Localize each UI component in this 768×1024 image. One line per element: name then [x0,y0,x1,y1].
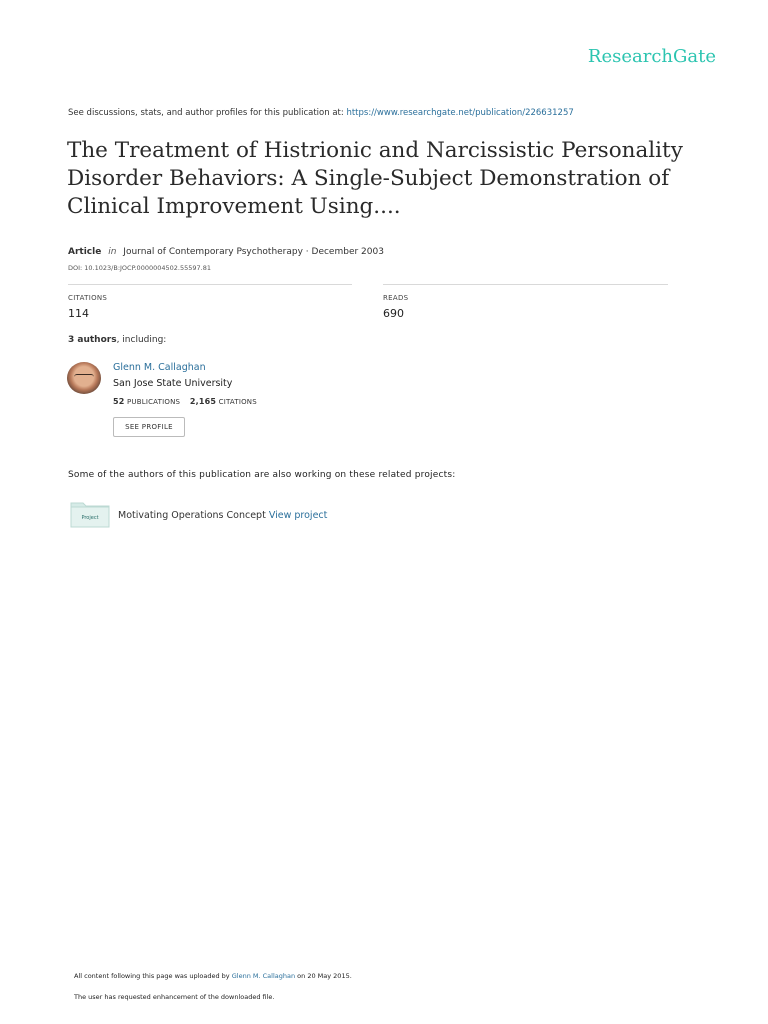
meta-in-word: in [108,247,117,257]
discussion-line [68,108,574,118]
authors-heading [68,335,166,345]
project-name: Motivating Operations Concept [118,510,266,521]
avatar-glasses [74,374,94,380]
journal-date[interactable]: Journal of Contemporary Psychotherapy · December 2003 [123,247,384,257]
publication-meta [68,247,384,257]
upload-note [74,972,352,980]
publication-title: The Treatment of Histrionic and Narcissistic Personality Disorder Behaviors: A Single-Subject Demonstration of Clinical Improvement Using.... [67,138,683,219]
reads-divider [383,284,668,285]
author-avatar[interactable] [67,362,101,394]
doi: DOI: 10.1023/B:JOCP.0000004502.55597.81 [68,264,211,272]
publication-type: Article [68,247,102,257]
enhancement-note: The user has requested enhancement of the downloaded file. [74,993,275,1001]
authors-count: 3 authors [68,335,117,345]
upload-prefix: All content following this page was uploaded by [74,972,230,980]
discussion-prefix: See discussions, stats, and author profiles for this publication at: [68,108,344,118]
citations-label: CITATIONS [68,294,108,302]
publication-url-link[interactable]: https://www.researchgate.net/publication/226631257 [346,108,574,118]
author-name-link[interactable]: Glenn M. Callaghan [113,362,206,373]
author-publications-label: PUBLICATIONS [126,398,181,406]
author-institution: San Jose State University [113,378,233,389]
uploader-link[interactable]: Glenn M. Callaghan [231,972,296,980]
citations-divider [68,284,352,285]
project-entry [118,510,327,521]
author-citations-label: CITATIONS [218,398,257,406]
reads-value: 690 [383,307,404,320]
citations-value: 114 [68,307,89,320]
folder-label: Project [81,515,99,521]
project-folder-icon[interactable] [70,500,110,528]
authors-suffix: , including: [116,335,167,345]
upload-suffix: on 20 May 2015. [297,972,352,980]
reads-label: READS [383,294,409,302]
see-profile-button[interactable]: SEE PROFILE [113,417,185,437]
author-stats [113,397,257,406]
author-citations-count: 2,165 [189,397,217,406]
view-project-link[interactable]: View project [268,510,328,521]
researchgate-logo: ResearchGate [587,46,716,67]
related-projects-heading: Some of the authors of this publication are also working on these related projects: [68,470,456,480]
author-publications-count: 52 [113,397,125,406]
